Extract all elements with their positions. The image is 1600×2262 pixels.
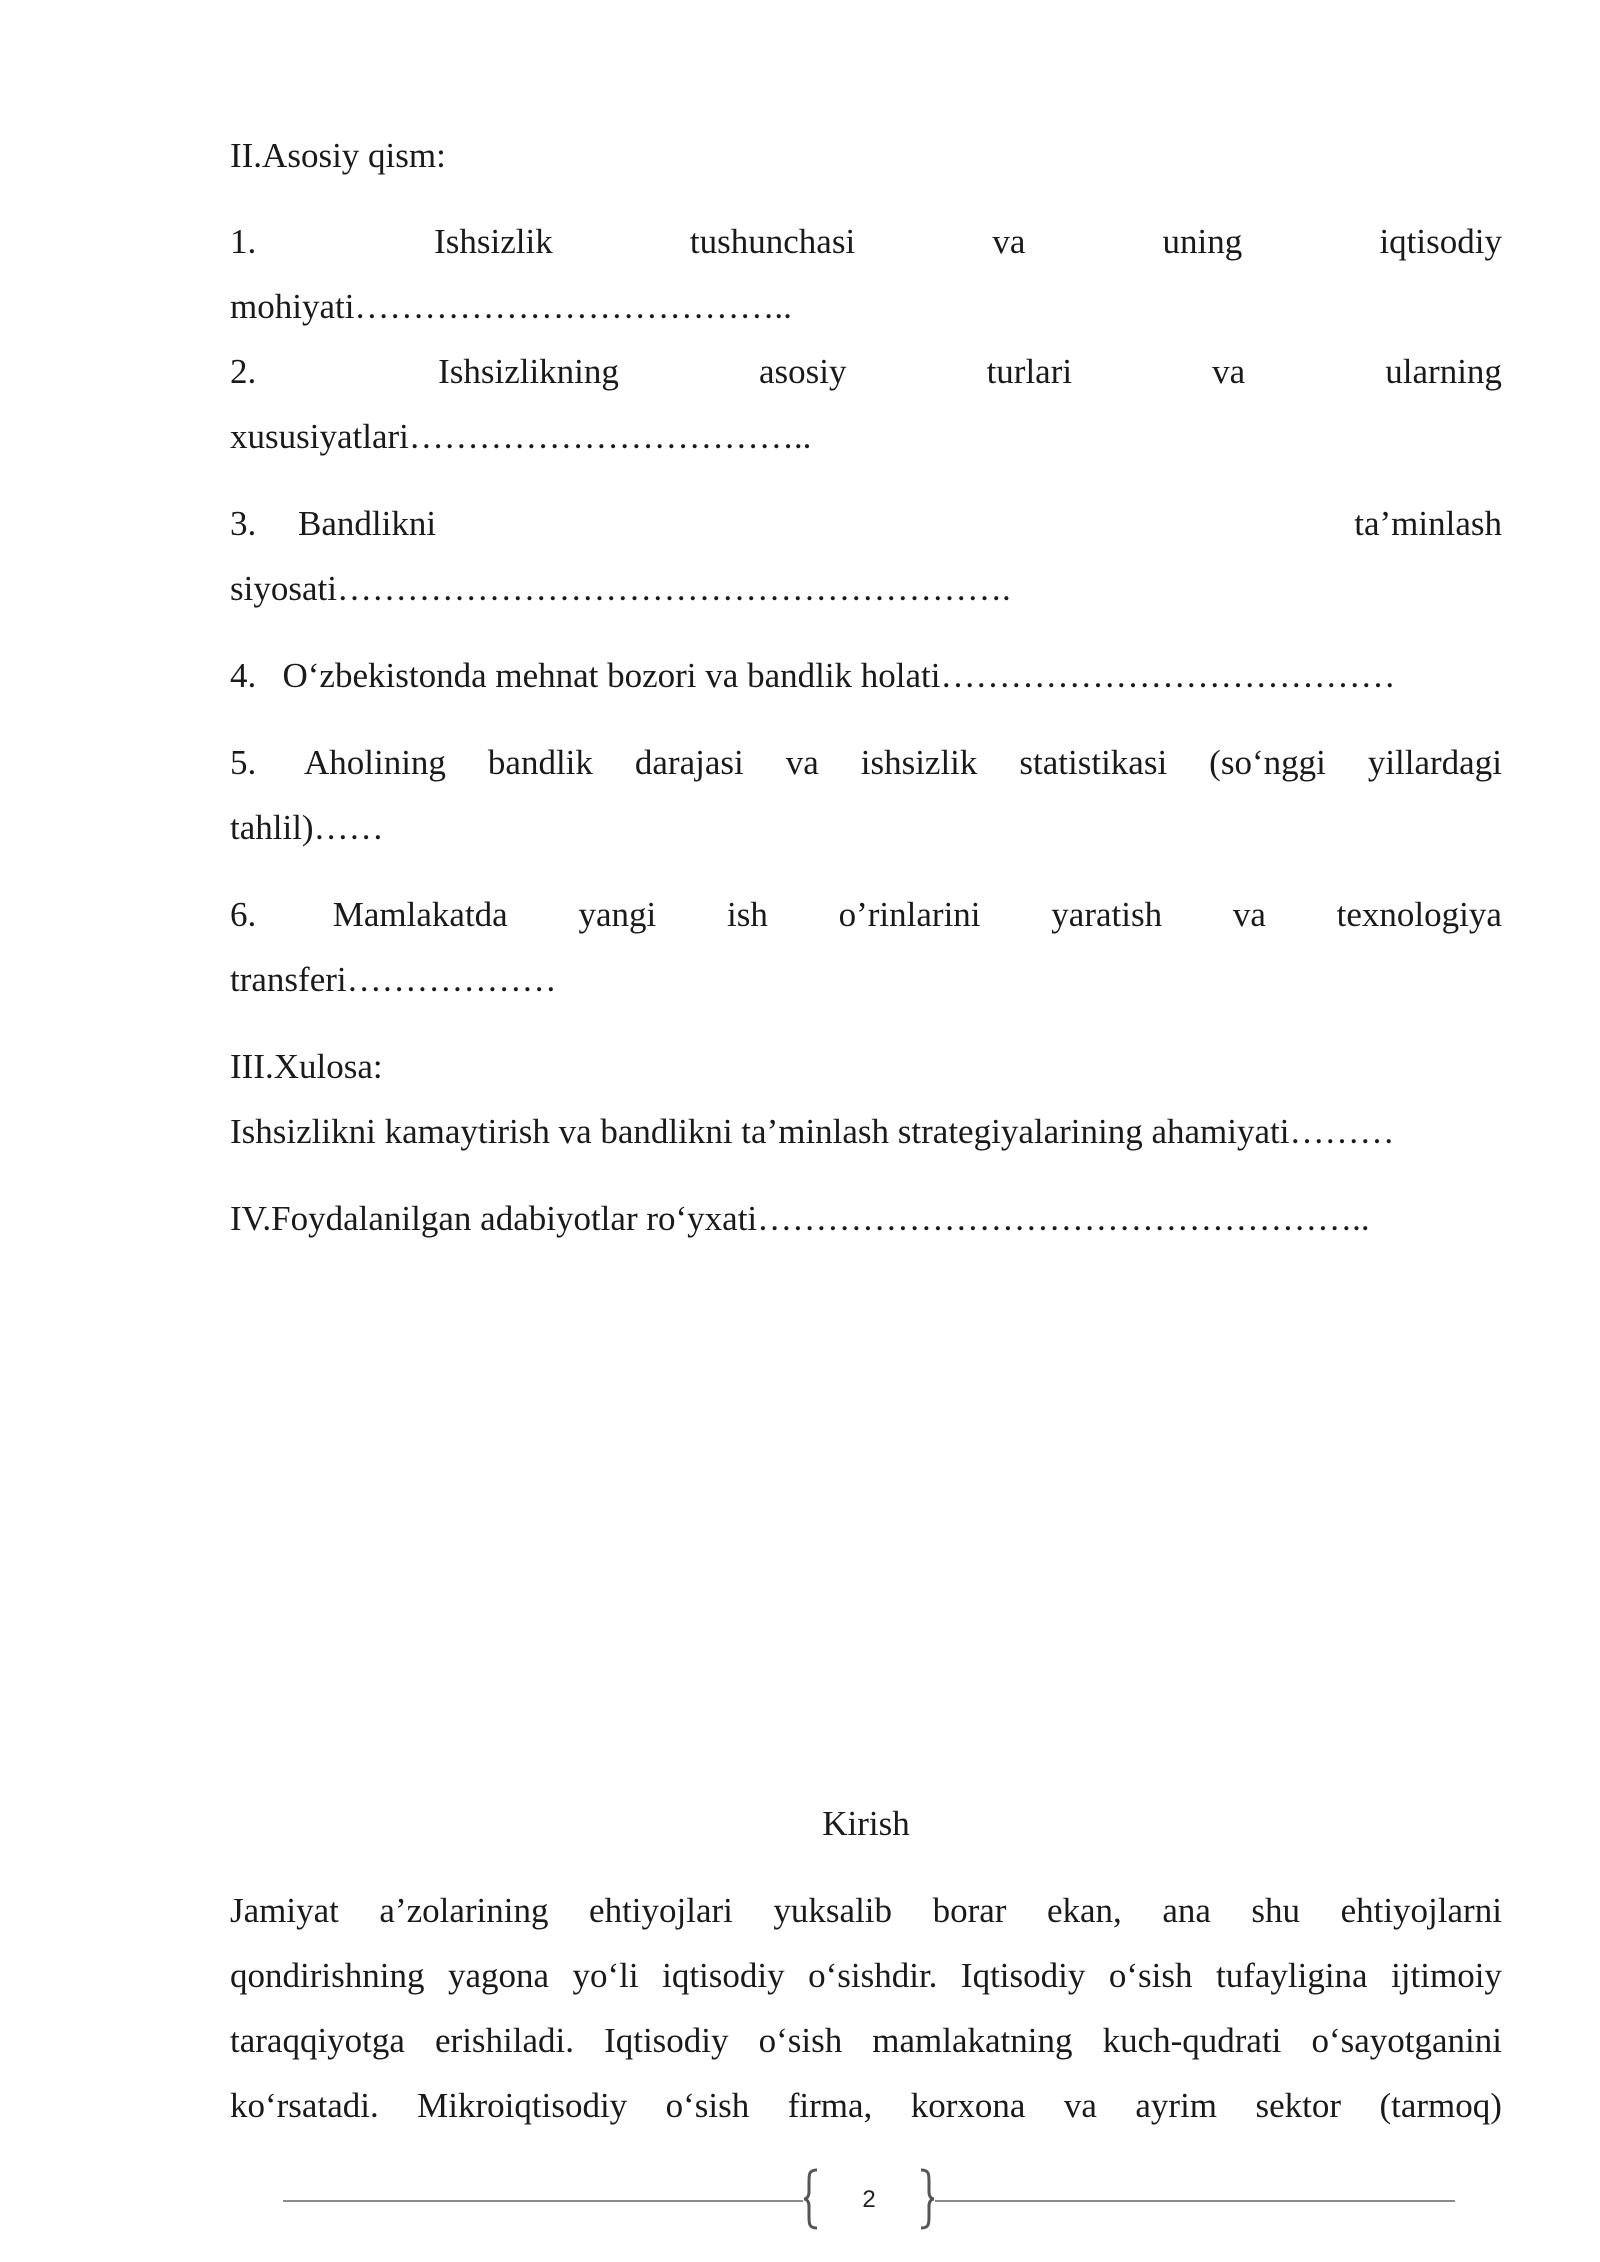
intro-word: ayrim bbox=[1135, 2086, 1218, 2125]
toc-item-5-line2: tahlil)…… bbox=[230, 808, 384, 847]
toc-item-5-word: bandlik bbox=[487, 743, 593, 782]
toc-item-3-word: ta’minlash bbox=[1354, 504, 1502, 543]
footer-rule-left bbox=[283, 2200, 803, 2202]
intro-word: a’zolarining bbox=[379, 1891, 549, 1930]
toc-item-6-word: ish bbox=[727, 895, 768, 934]
intro-word: Mikroiqtisodiy bbox=[417, 2086, 628, 2125]
toc-item-6-word: texnologiya bbox=[1336, 895, 1502, 934]
intro-word: (tarmoq) bbox=[1379, 2086, 1502, 2125]
toc-conclusion-item: Ishsizlikni kamaytirish va bandlikni ta’minlash strategiyalarining ahamiyati……… bbox=[230, 1112, 1395, 1151]
toc-item-2-word: asosiy bbox=[758, 352, 847, 391]
intro-word: o‘sish bbox=[665, 2086, 750, 2125]
toc-item-5-word: yillardagi bbox=[1367, 743, 1502, 782]
footer-rule-right bbox=[935, 2200, 1455, 2202]
intro-word: ehtiyojlari bbox=[589, 1891, 733, 1930]
intro-heading: Kirish bbox=[822, 1804, 910, 1843]
intro-word: ana bbox=[1162, 1891, 1211, 1930]
toc-item-6-line2: transferi……………… bbox=[230, 960, 557, 999]
intro-word: korxona bbox=[910, 2086, 1026, 2125]
intro-word: ekan, bbox=[1046, 1891, 1122, 1930]
toc-item-6-word: yangi bbox=[578, 895, 657, 934]
toc-item-1-word: uning bbox=[1162, 222, 1243, 261]
intro-word: o‘sish bbox=[758, 2021, 843, 2060]
toc-item-2-line1 bbox=[230, 348, 1502, 396]
intro-word: erishiladi. bbox=[435, 2021, 574, 2060]
intro-paragraph-line-4 bbox=[230, 2082, 1502, 2130]
toc-item-5-word: statistikasi bbox=[1019, 743, 1168, 782]
toc-item-1-word: Ishsizlik bbox=[434, 222, 553, 261]
toc-item-1-line2: mohiyati……………………………….. bbox=[230, 287, 792, 326]
intro-paragraph-line-2 bbox=[230, 1952, 1502, 2000]
toc-item-1-line1 bbox=[230, 218, 1502, 266]
intro-word: kuch-qudrati bbox=[1102, 2021, 1282, 2060]
intro-word: tufayligina bbox=[1215, 1956, 1368, 1995]
left-brace-icon bbox=[803, 2168, 819, 2230]
intro-word: yuksalib bbox=[773, 1891, 893, 1930]
toc-item-5-word: va bbox=[785, 743, 819, 782]
toc-item-1-word: va bbox=[992, 222, 1026, 261]
intro-word: ijtimoiy bbox=[1391, 1956, 1502, 1995]
toc-item-1-number: 1. bbox=[230, 222, 257, 261]
toc-item-5-word: (so‘nggi bbox=[1209, 743, 1326, 782]
intro-word: iqtisodiy bbox=[662, 1956, 785, 1995]
toc-item-4-text: 4. O‘zbekistonda mehnat bozori va bandlik holati………………………………… bbox=[230, 656, 1396, 695]
toc-item-6-word: va bbox=[1232, 895, 1266, 934]
toc-item-5-word: ishsizlik bbox=[860, 743, 978, 782]
toc-item-2-word: va bbox=[1212, 352, 1246, 391]
intro-paragraph-line-3 bbox=[230, 2017, 1502, 2065]
toc-item-3-number: 3. bbox=[230, 504, 257, 543]
toc-item-6-word: o’rinlarini bbox=[838, 895, 981, 934]
intro-word: firma, bbox=[787, 2086, 873, 2125]
intro-word: yo‘li bbox=[572, 1956, 639, 1995]
toc-item-6-line1 bbox=[230, 891, 1502, 939]
toc-item-2-word: ularning bbox=[1385, 352, 1502, 391]
intro-word: Iqtisodiy bbox=[604, 2021, 729, 2060]
intro-word: taraqqiyotga bbox=[230, 2021, 405, 2060]
toc-item-1-word: iqtisodiy bbox=[1379, 222, 1502, 261]
intro-word: mamlakatning bbox=[872, 2021, 1073, 2060]
toc-item-2-number: 2. bbox=[230, 352, 257, 391]
toc-item-2-word: Ishsizlikning bbox=[438, 352, 619, 391]
section-title-conclusion: III.Xulosa: bbox=[230, 1047, 383, 1086]
right-brace-icon bbox=[919, 2168, 935, 2230]
toc-item-5-number: 5. bbox=[230, 743, 257, 782]
toc-item-1-word: tushunchasi bbox=[689, 222, 856, 261]
intro-word: o‘sish bbox=[1108, 1956, 1193, 1995]
intro-word: ehtiyojlarni bbox=[1340, 1891, 1502, 1930]
toc-item-3-line1 bbox=[230, 500, 1502, 548]
intro-word: sektor bbox=[1255, 2086, 1342, 2125]
intro-word: va bbox=[1063, 2086, 1097, 2125]
toc-item-6-number: 6. bbox=[230, 895, 257, 934]
page-number: 2 bbox=[862, 2186, 876, 2213]
intro-word: shu bbox=[1251, 1891, 1301, 1930]
toc-item-6-word: yaratish bbox=[1051, 895, 1163, 934]
toc-item-3-line2: siyosati…………………………………………………. bbox=[230, 569, 1011, 608]
intro-word: qondirishning bbox=[230, 1956, 425, 1995]
toc-item-2-word: turlari bbox=[986, 352, 1073, 391]
page-footer bbox=[283, 2168, 1455, 2228]
toc-item-5-word: darajasi bbox=[634, 743, 744, 782]
intro-word: Iqtisodiy bbox=[960, 1956, 1086, 1995]
intro-word: borar bbox=[932, 1891, 1007, 1930]
toc-item-5-line1 bbox=[230, 739, 1502, 787]
intro-word: o‘sishdir. bbox=[808, 1956, 938, 1995]
intro-word: yagona bbox=[447, 1956, 550, 1995]
toc-item-3-word: Bandlikni bbox=[298, 504, 437, 543]
intro-word: ko‘rsatadi. bbox=[230, 2086, 379, 2125]
intro-word: o‘sayotganini bbox=[1311, 2021, 1502, 2060]
toc-item-2-line2: xususiyatlari…………………………….. bbox=[230, 417, 812, 456]
toc-item-4 bbox=[230, 652, 1502, 700]
section-title-references: IV.Foydalanilgan adabiyotlar ro‘yxati…………………………………………….. bbox=[230, 1199, 1370, 1238]
intro-word: Jamiyat bbox=[230, 1891, 339, 1930]
toc-item-3-left bbox=[230, 500, 436, 548]
toc-item-6-word: Mamlakatda bbox=[332, 895, 508, 934]
intro-paragraph-line-1 bbox=[230, 1887, 1502, 1935]
toc-item-5-word: Aholining bbox=[303, 743, 446, 782]
section-title-main-part: II.Asosiy qism: bbox=[230, 136, 446, 175]
